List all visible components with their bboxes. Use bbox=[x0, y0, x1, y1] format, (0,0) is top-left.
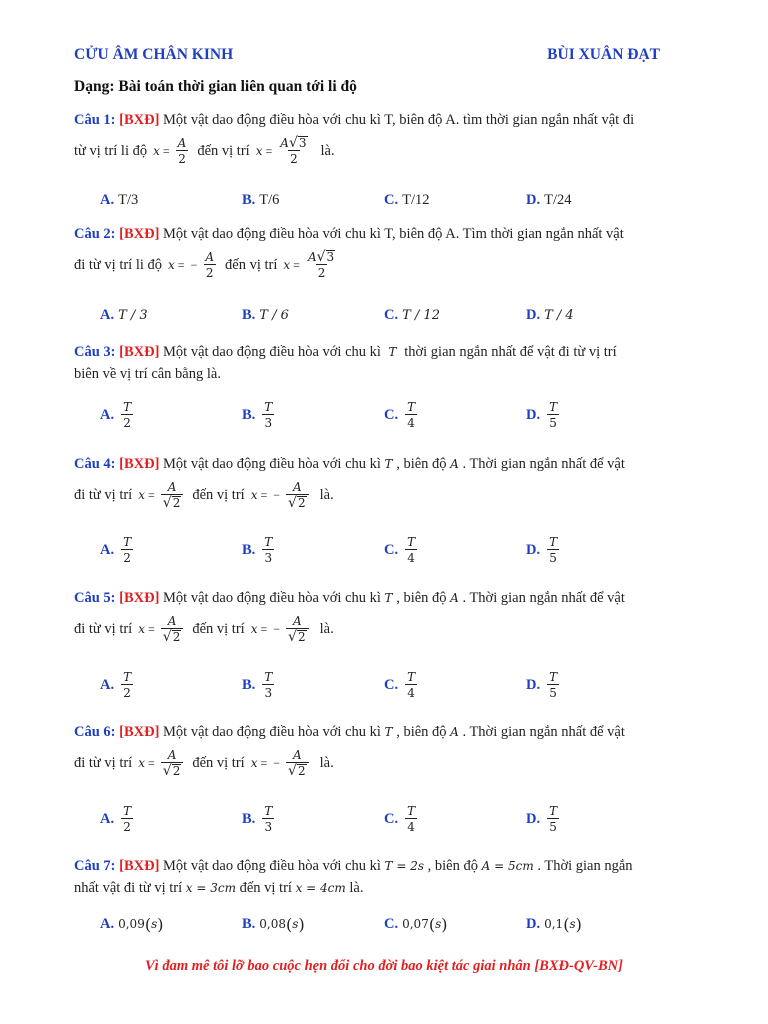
question-text: đến vị trí bbox=[192, 487, 245, 503]
sqrt-arg: 2 bbox=[172, 630, 181, 644]
sqrt-arg: 3 bbox=[298, 136, 307, 150]
frac-num: T bbox=[549, 535, 558, 549]
frac-num: A bbox=[280, 136, 289, 150]
math-var: x bbox=[250, 622, 258, 636]
question-text: . Thời gian ngắn bbox=[537, 858, 633, 874]
option-letter: C. bbox=[384, 306, 399, 323]
math-var: x bbox=[255, 144, 263, 158]
frac-num: T bbox=[123, 400, 132, 414]
option-letter: C. bbox=[384, 915, 399, 932]
frac-den: 3 bbox=[264, 416, 273, 430]
fraction bbox=[203, 250, 216, 280]
question-text: , biên độ bbox=[427, 858, 482, 874]
author-tag: [BXĐ] bbox=[119, 344, 160, 360]
fraction bbox=[176, 136, 189, 166]
option-b[interactable] bbox=[242, 302, 289, 328]
option-c[interactable] bbox=[384, 187, 430, 213]
option-value: T / 6 bbox=[259, 307, 289, 323]
option-letter: C. bbox=[384, 676, 399, 693]
option-c[interactable]: C. 0,07 ( s ) bbox=[384, 914, 448, 934]
frac-den: 2 bbox=[205, 266, 214, 280]
option-letter: C. bbox=[384, 541, 399, 558]
option-letter: A. bbox=[100, 191, 115, 208]
frac-den: 3 bbox=[264, 551, 273, 565]
option-c[interactable] bbox=[384, 302, 440, 328]
fraction bbox=[286, 480, 309, 510]
option-letter: A. bbox=[100, 306, 115, 323]
question-text: nhất vật đi từ vị trí bbox=[74, 880, 186, 896]
question-text: là. bbox=[345, 880, 364, 896]
option-b[interactable] bbox=[242, 672, 277, 698]
option-letter: A. bbox=[100, 406, 115, 423]
math-expr: A = 5cm bbox=[481, 859, 534, 873]
question-1 bbox=[74, 110, 702, 172]
option-a[interactable] bbox=[100, 187, 138, 213]
question-text: đến vị trí bbox=[235, 880, 296, 896]
option-unit: s bbox=[151, 917, 158, 931]
question-label: Câu 4: bbox=[74, 456, 116, 472]
options-q7 bbox=[100, 911, 700, 937]
author-tag: [BXĐ] bbox=[119, 456, 160, 472]
math-var: x bbox=[250, 756, 258, 770]
math-eq: = bbox=[293, 258, 300, 272]
math-eq: = bbox=[260, 756, 268, 770]
fraction bbox=[306, 250, 337, 280]
sqrt-sign: √ bbox=[288, 629, 297, 645]
option-letter: D. bbox=[526, 541, 541, 558]
math-var: T bbox=[384, 457, 393, 471]
frac-den: 2 bbox=[123, 686, 131, 700]
math-minus: − bbox=[273, 488, 281, 502]
option-letter: B. bbox=[242, 676, 256, 693]
option-b[interactable]: B. 0,08 ( s ) bbox=[242, 914, 305, 934]
question-text: Một vật dao động điều hòa với chu kì bbox=[159, 456, 385, 472]
option-letter: B. bbox=[242, 541, 256, 558]
question-label: Câu 5: bbox=[74, 590, 116, 606]
option-d[interactable] bbox=[526, 402, 562, 428]
frac-num: A bbox=[167, 748, 177, 762]
math-eq: = bbox=[177, 258, 185, 272]
option-a[interactable] bbox=[100, 302, 148, 328]
frac-num: T bbox=[549, 670, 558, 684]
question-text: đi từ vị trí li độ bbox=[74, 257, 163, 273]
math-var: x bbox=[283, 258, 291, 272]
frac-den: 3 bbox=[264, 686, 273, 700]
frac-den: 4 bbox=[407, 820, 415, 834]
question-2 bbox=[74, 224, 702, 286]
math-var: T bbox=[388, 345, 397, 359]
option-d[interactable] bbox=[526, 806, 562, 832]
frac-num: T bbox=[123, 535, 132, 549]
question-text: là. bbox=[319, 487, 334, 503]
author-tag: [BXĐ] bbox=[119, 112, 160, 128]
option-letter: C. bbox=[384, 406, 399, 423]
option-b[interactable] bbox=[242, 806, 277, 832]
sqrt-sign: √ bbox=[288, 495, 297, 511]
question-text: , biên độ bbox=[396, 724, 451, 740]
math-expr: x = 4cm bbox=[295, 881, 346, 895]
question-text: thời gian ngắn nhất để vật đi từ vị trí bbox=[400, 344, 617, 360]
question-text: đến vị trí bbox=[197, 143, 250, 159]
option-value: T / 4 bbox=[544, 307, 574, 323]
option-c[interactable] bbox=[384, 537, 420, 563]
question-text: . Thời gian ngắn nhất để vật bbox=[462, 590, 625, 606]
math-eq: = bbox=[260, 488, 268, 502]
math-var: x bbox=[138, 622, 145, 636]
option-c[interactable] bbox=[384, 806, 420, 832]
frac-num: T bbox=[407, 535, 416, 549]
option-d[interactable]: D. 0,1 ( s ) bbox=[526, 914, 582, 934]
author-tag: [BXĐ] bbox=[119, 226, 160, 242]
sqrt-sign: √ bbox=[288, 135, 298, 151]
question-text: là. bbox=[319, 755, 334, 771]
frac-den: 2 bbox=[123, 820, 131, 834]
option-unit: s bbox=[435, 917, 442, 931]
question-5 bbox=[74, 588, 702, 650]
fraction bbox=[286, 748, 309, 778]
frac-den: 2 bbox=[317, 266, 326, 280]
author-tag: [BXĐ] bbox=[119, 724, 160, 740]
frac-num: A bbox=[292, 614, 302, 628]
sqrt-sign: √ bbox=[162, 495, 172, 511]
question-text: là. bbox=[319, 621, 334, 637]
fraction bbox=[278, 136, 309, 166]
fraction bbox=[161, 480, 184, 510]
frac-den: 2 bbox=[178, 152, 186, 166]
frac-num: A bbox=[292, 748, 302, 762]
header-left-title: CỬU ÂM CHÂN KINH bbox=[74, 46, 234, 63]
option-letter: B. bbox=[242, 915, 256, 932]
option-b[interactable] bbox=[242, 402, 277, 428]
option-a[interactable] bbox=[100, 402, 136, 428]
frac-num: T bbox=[264, 804, 273, 818]
frac-num: A bbox=[177, 136, 187, 150]
option-value: 0,09 bbox=[118, 917, 145, 931]
header-author: BÙI XUÂN ĐẠT bbox=[547, 46, 660, 63]
math-eq: = bbox=[265, 144, 273, 158]
math-var: x bbox=[138, 488, 145, 502]
option-a[interactable] bbox=[100, 672, 136, 698]
option-a[interactable] bbox=[100, 537, 136, 563]
math-eq: = bbox=[148, 622, 155, 636]
question-text: Một vật dao động điều hòa với chu kì bbox=[159, 724, 385, 740]
frac-num: T bbox=[549, 804, 558, 818]
fraction bbox=[161, 614, 184, 644]
sqrt-arg: 2 bbox=[297, 496, 306, 510]
question-text: . Thời gian ngắn nhất để vật bbox=[462, 456, 625, 472]
math-var: T bbox=[384, 591, 393, 605]
frac-den: 5 bbox=[549, 551, 557, 565]
frac-den: 4 bbox=[407, 416, 415, 430]
question-text: Một vật dao động điều hòa với chu kì T, biên độ A. Tìm thời gian ngắn nhất vật bbox=[159, 226, 624, 242]
frac-num: T bbox=[264, 400, 273, 414]
frac-den: 2 bbox=[290, 152, 298, 166]
math-minus: − bbox=[273, 622, 281, 636]
math-var: x bbox=[250, 488, 258, 502]
math-minus: − bbox=[190, 258, 198, 272]
option-letter: B. bbox=[242, 191, 256, 208]
question-label: Câu 7: bbox=[74, 858, 116, 874]
sqrt-arg: 2 bbox=[297, 764, 306, 778]
option-b[interactable] bbox=[242, 537, 277, 563]
option-letter: D. bbox=[526, 915, 541, 932]
option-letter: D. bbox=[526, 676, 541, 693]
question-text: đến vị trí bbox=[192, 755, 245, 771]
options-q3 bbox=[100, 402, 700, 428]
option-value: T/6 bbox=[259, 191, 280, 208]
option-value: T/3 bbox=[118, 191, 139, 208]
sqrt-sign: √ bbox=[288, 763, 297, 779]
option-letter: B. bbox=[242, 810, 256, 827]
math-eq: = bbox=[148, 488, 155, 502]
question-text: là. bbox=[320, 143, 335, 159]
frac-num: T bbox=[264, 670, 273, 684]
math-minus: − bbox=[273, 756, 281, 770]
math-var: x bbox=[168, 258, 175, 272]
question-text: Một vật dao động điều hòa với chu kì bbox=[159, 858, 385, 874]
math-var: A bbox=[450, 457, 459, 471]
frac-num: A bbox=[292, 480, 302, 494]
frac-num: T bbox=[123, 804, 132, 818]
math-eq: = bbox=[148, 756, 155, 770]
question-4 bbox=[74, 454, 702, 516]
page-header bbox=[74, 46, 660, 64]
options-q5 bbox=[100, 672, 700, 698]
option-unit: s bbox=[569, 917, 576, 931]
option-letter: A. bbox=[100, 915, 115, 932]
question-text: đi từ vị trí bbox=[74, 487, 133, 503]
fraction bbox=[161, 748, 184, 778]
frac-num: A bbox=[307, 250, 317, 264]
fraction bbox=[286, 614, 309, 644]
frac-den: 5 bbox=[549, 820, 557, 834]
question-text: biên về vị trí cân bằng là. bbox=[74, 366, 221, 382]
math-var: x bbox=[138, 756, 145, 770]
frac-num: T bbox=[407, 670, 416, 684]
options-q4 bbox=[100, 537, 700, 563]
frac-num: T bbox=[549, 400, 558, 414]
question-6 bbox=[74, 722, 702, 784]
question-text: đến vị trí bbox=[225, 257, 278, 273]
math-expr: x = 3cm bbox=[185, 881, 236, 895]
frac-den: 2 bbox=[123, 416, 131, 430]
option-value: 0,1 bbox=[544, 917, 564, 931]
option-letter: A. bbox=[100, 676, 115, 693]
question-text: từ vị trí li độ bbox=[74, 143, 148, 159]
option-value: T / 12 bbox=[402, 307, 440, 323]
option-value: 0,07 bbox=[402, 917, 429, 931]
option-letter: A. bbox=[100, 810, 115, 827]
option-letter: A. bbox=[100, 541, 115, 558]
question-label: Câu 2: bbox=[74, 226, 116, 242]
question-text: đi từ vị trí bbox=[74, 755, 133, 771]
frac-den: 5 bbox=[549, 416, 557, 430]
option-unit: s bbox=[292, 917, 299, 931]
frac-num: T bbox=[264, 535, 273, 549]
frac-den: 2 bbox=[123, 551, 131, 565]
frac-num: T bbox=[407, 804, 416, 818]
frac-num: A bbox=[205, 250, 215, 264]
frac-den: 3 bbox=[264, 820, 273, 834]
option-letter: B. bbox=[242, 406, 256, 423]
question-text: Một vật dao động điều hòa với chu kì T, biên độ A. tìm thời gian ngắn nhất vật đi bbox=[159, 112, 635, 128]
option-value: 0,08 bbox=[259, 917, 287, 931]
question-text: , biên độ bbox=[396, 590, 451, 606]
option-a[interactable] bbox=[100, 806, 136, 832]
option-value: T/24 bbox=[544, 191, 572, 208]
option-c[interactable] bbox=[384, 402, 420, 428]
option-d[interactable] bbox=[526, 302, 574, 328]
option-value: T / 3 bbox=[118, 307, 148, 323]
option-letter: C. bbox=[384, 191, 399, 208]
question-label: Câu 1: bbox=[74, 112, 116, 128]
option-letter: D. bbox=[526, 810, 541, 827]
question-label: Câu 3: bbox=[74, 344, 116, 360]
option-d[interactable] bbox=[526, 187, 572, 213]
sqrt-sign: √ bbox=[316, 249, 326, 265]
sqrt-sign: √ bbox=[162, 763, 172, 779]
option-d[interactable] bbox=[526, 672, 562, 698]
frac-num: T bbox=[123, 670, 132, 684]
frac-den: 4 bbox=[407, 551, 415, 565]
options-q2 bbox=[100, 302, 700, 328]
frac-den: 5 bbox=[549, 686, 557, 700]
sqrt-arg: 3 bbox=[326, 250, 335, 264]
option-value: T/12 bbox=[402, 191, 430, 208]
question-text: đi từ vị trí bbox=[74, 621, 133, 637]
question-text: đến vị trí bbox=[192, 621, 245, 637]
section-title: Dạng: Bài toán thời gian liên quan tới li độ bbox=[74, 78, 357, 95]
frac-num: T bbox=[407, 400, 416, 414]
math-eq: = bbox=[162, 144, 170, 158]
author-tag: [BXĐ] bbox=[119, 590, 160, 606]
option-b[interactable] bbox=[242, 187, 279, 213]
question-3 bbox=[74, 342, 702, 384]
math-var: A bbox=[450, 591, 459, 605]
page-footer-quote: Vì đam mê tôi lỡ bao cuộc hẹn đổi cho đời bao kiệt tác giai nhân [BXĐ-QV-BN] bbox=[145, 958, 623, 974]
math-var: x bbox=[153, 144, 160, 158]
sqrt-arg: 2 bbox=[172, 496, 181, 510]
options-q1 bbox=[100, 187, 700, 213]
question-text: . Thời gian ngắn nhất để vật bbox=[462, 724, 625, 740]
option-letter: D. bbox=[526, 406, 541, 423]
option-c[interactable] bbox=[384, 672, 420, 698]
frac-den: 4 bbox=[407, 686, 415, 700]
sqrt-arg: 2 bbox=[297, 630, 306, 644]
author-tag: [BXĐ] bbox=[119, 858, 160, 874]
option-letter: D. bbox=[526, 306, 541, 323]
math-var: A bbox=[450, 725, 459, 739]
question-text: Một vật dao động điều hòa với chu kì bbox=[159, 590, 385, 606]
sqrt-arg: 2 bbox=[172, 764, 181, 778]
question-7 bbox=[74, 856, 702, 898]
option-letter: B. bbox=[242, 306, 256, 323]
frac-num: A bbox=[167, 614, 177, 628]
math-var: T bbox=[384, 725, 393, 739]
options-q6 bbox=[100, 806, 700, 832]
option-letter: D. bbox=[526, 191, 541, 208]
question-text: Một vật dao động điều hòa với chu kì bbox=[159, 344, 385, 360]
sqrt-sign: √ bbox=[162, 629, 172, 645]
math-expr: T = 2s bbox=[384, 859, 425, 873]
option-a[interactable]: A. 0,09 ( s ) bbox=[100, 914, 164, 934]
question-text: , biên độ bbox=[396, 456, 451, 472]
option-letter: C. bbox=[384, 810, 399, 827]
frac-num: A bbox=[167, 480, 177, 494]
option-d[interactable] bbox=[526, 537, 562, 563]
math-eq: = bbox=[260, 622, 268, 636]
question-label: Câu 6: bbox=[74, 724, 116, 740]
